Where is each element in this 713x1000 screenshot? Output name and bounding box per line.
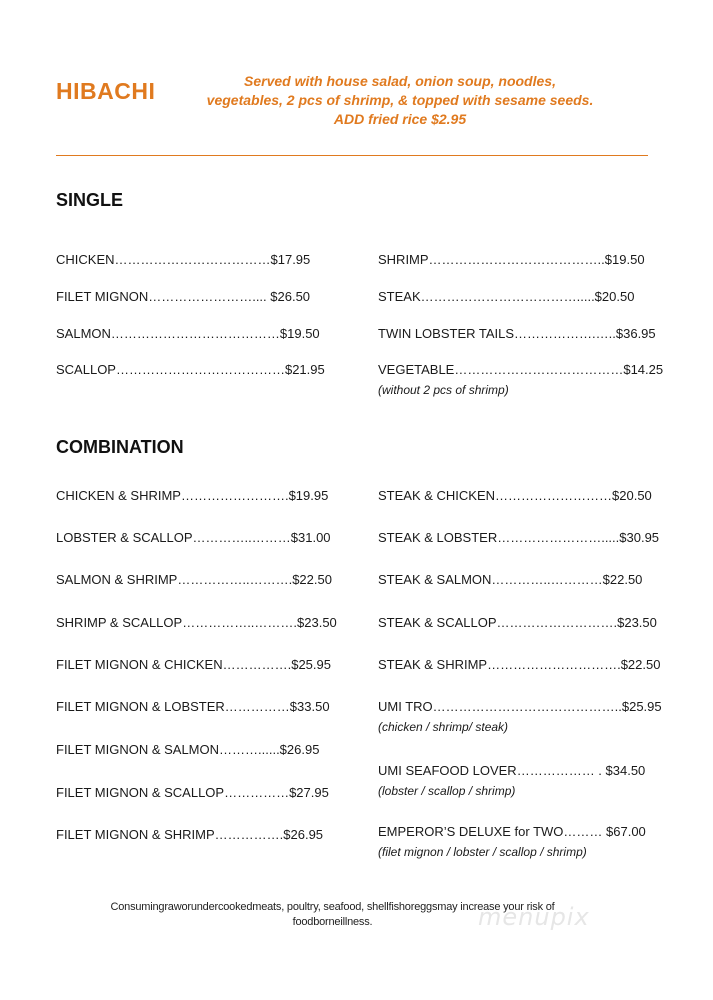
disclaimer-line-2: foodborneillness. — [292, 916, 373, 928]
menu-item-chicken: CHICKEN………………………………$17.95 — [56, 252, 311, 267]
menu-item-umi-seafood-lover — [378, 763, 645, 799]
menu-item-steak: STEAK……………………………….....$20.50 — [378, 289, 635, 304]
menu-item-emperors-deluxe-note: (filet mignon / lobster / scallop / shrimp) — [378, 845, 587, 859]
menu-subtitle — [200, 72, 600, 129]
menu-item-emperors-deluxe — [378, 824, 646, 860]
menu-item-filet-shrimp: FILET MIGNON & SHRIMP…………….$26.95 — [56, 827, 324, 842]
menu-item-twin-lobster-tails: TWIN LOBSTER TAILS……………….…..$36.95 — [378, 326, 656, 341]
header-divider — [56, 155, 648, 156]
menu-item-shrimp-scallop: SHRIMP & SCALLOP……………..……….$23.50 — [56, 615, 337, 630]
combination-section-title: COMBINATION — [56, 437, 184, 457]
menu-item-filet-scallop: FILET MIGNON & SCALLOP……………$27.95 — [56, 785, 329, 800]
menu-item-steak-chicken: STEAK & CHICKEN………………………$20.50 — [378, 488, 652, 503]
menu-item-filet-chicken: FILET MIGNON & CHICKEN…………….$25.95 — [56, 657, 331, 672]
menu-item-umi-tro-note: (chicken / shrimp/ steak) — [378, 720, 509, 734]
menu-item-umi-tro-label: UMI TRO……………………………………..$25.95 — [378, 699, 662, 714]
subtitle-line-2: vegetables, 2 pcs of shrimp, & topped with sesame seeds. — [206, 92, 594, 108]
menu-item-umi-tro — [378, 699, 662, 735]
menu-item-umi-seafood-label: UMI SEAFOOD LOVER……………… . $34.50 — [378, 763, 646, 778]
menu-item-chicken-shrimp: CHICKEN & SHRIMP…………………….$19.95 — [56, 488, 329, 503]
subtitle-line-1: Served with house salad, onion soup, noodles, — [244, 73, 556, 89]
menupix-watermark: menupix — [478, 903, 590, 931]
menu-item-vegetable — [378, 362, 663, 398]
menu-item-vegetable-note: (without 2 pcs of shrimp) — [378, 383, 509, 397]
menu-item-emperors-deluxe-label: EMPEROR’S DELUXE for TWO……… $67.00 — [378, 824, 646, 839]
menu-item-umi-seafood-note: (lobster / scallop / shrimp) — [378, 784, 516, 798]
menu-item-vegetable-label: VEGETABLE…………………………………$14.25 — [378, 362, 664, 377]
menu-item-salmon: SALMON…………………………………$19.50 — [56, 326, 320, 341]
menu-item-salmon-shrimp: SALMON & SHRIMP……………..……….$22.50 — [56, 572, 332, 587]
menu-title: HIBACHI — [56, 78, 156, 104]
menu-item-scallop: SCALLOP…………………………………$21.95 — [56, 362, 325, 377]
menu-item-steak-salmon: STEAK & SALMON…………..…………$22.50 — [378, 572, 643, 587]
menu-item-filet-mignon: FILET MIGNON…………………….... $26.50 — [56, 289, 311, 304]
menu-item-steak-scallop: STEAK & SCALLOP……………………….$23.50 — [378, 615, 657, 630]
menu-item-filet-salmon: FILET MIGNON & SALMON………......$26.95 — [56, 742, 320, 757]
single-section-title: SINGLE — [56, 190, 124, 210]
menu-item-steak-shrimp: STEAK & SHRIMP………………………….$22.50 — [378, 657, 661, 672]
disclaimer-line-1: Consumingraworundercookedmeats, poultry, seafood, shellfishoreggsmay increase your risk of — [110, 901, 555, 913]
subtitle-line-3: ADD fried rice $2.95 — [333, 111, 467, 127]
menu-item-lobster-scallop: LOBSTER & SCALLOP…………..………$31.00 — [56, 530, 331, 545]
menu-item-shrimp: SHRIMP…………………………………..$19.50 — [378, 252, 645, 267]
menu-item-filet-lobster: FILET MIGNON & LOBSTER……………$33.50 — [56, 699, 330, 714]
menu-item-steak-lobster: STEAK & LOBSTER…………………….....$30.95 — [378, 530, 660, 545]
